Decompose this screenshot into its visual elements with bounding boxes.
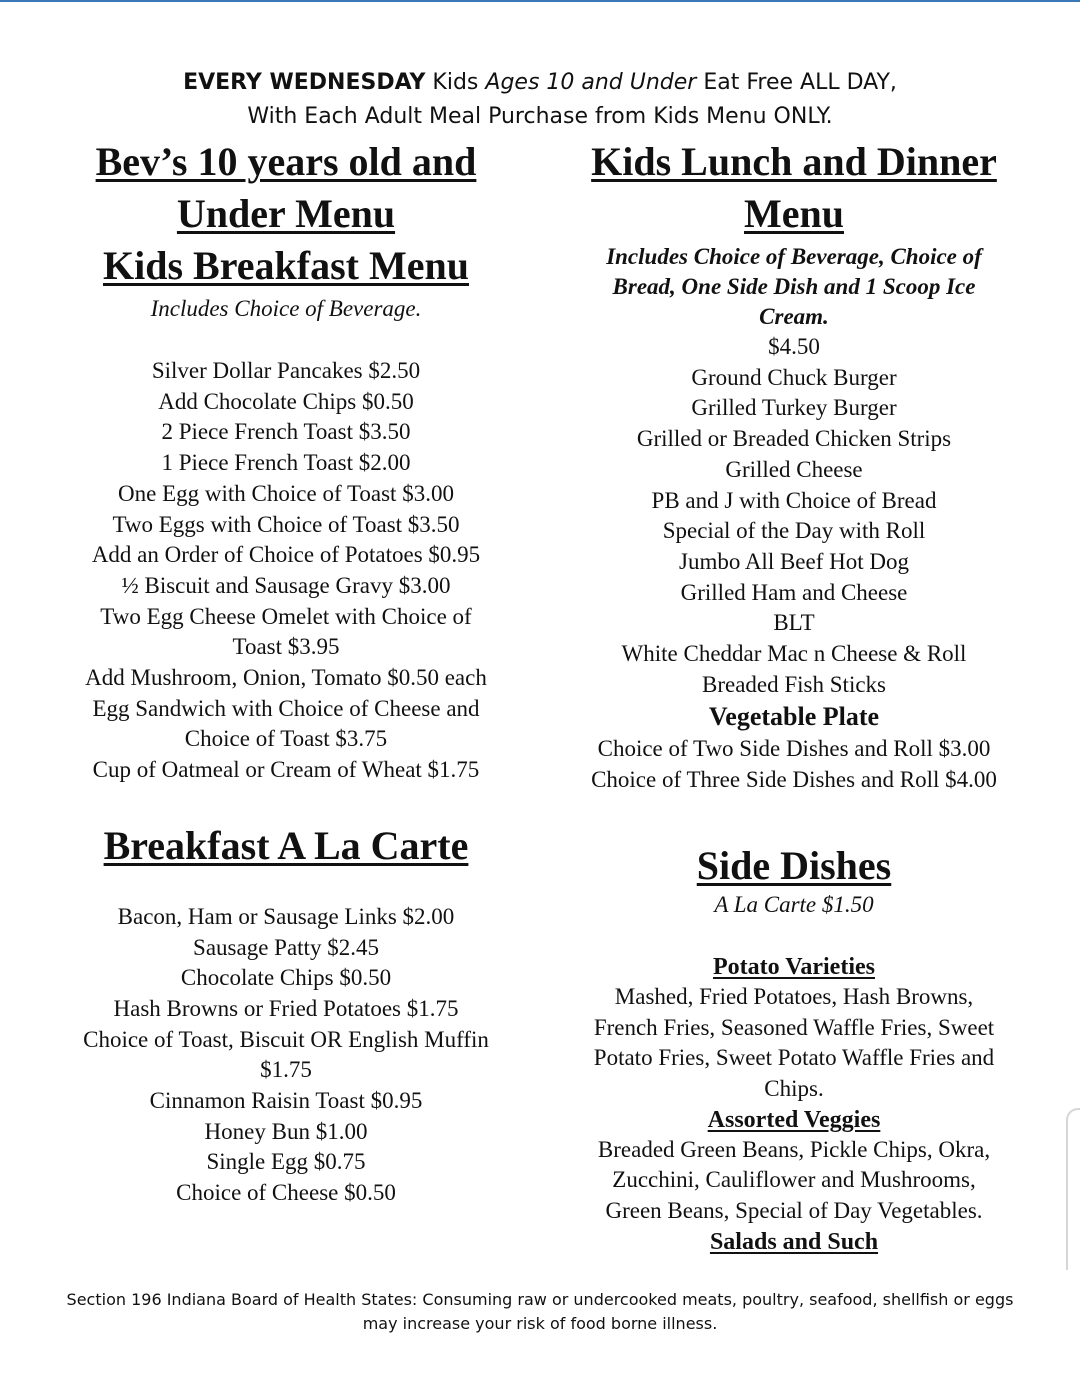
top-rule — [0, 0, 1080, 2]
list-item: Ground Chuck Burger — [691, 364, 897, 390]
alacarte-title: Breakfast A La Carte — [103, 822, 469, 868]
banner-text-b: Eat Free ALL DAY, — [696, 70, 897, 95]
list-item: Choice of Three Side Dishes and Roll $4.00 — [591, 767, 997, 793]
list-item: French Fries, Seasoned Waffle Fries, Sweet — [593, 1014, 995, 1040]
assorted-veggies-title: Assorted Veggies — [707, 1106, 881, 1133]
list-item: Jumbo All Beef Hot Dog — [679, 548, 909, 574]
lunch-list — [562, 363, 1026, 701]
left-column — [40, 136, 532, 1209]
list-item: Honey Bun $1.00 — [204, 1118, 368, 1144]
list-item: Grilled Cheese — [725, 456, 863, 482]
list-item: Grilled Turkey Burger — [691, 395, 897, 421]
lunch-dinner-title-line-1: Kids Lunch and Dinner — [591, 139, 997, 184]
lunch-dinner-title-line-2: Menu — [744, 191, 844, 236]
breakfast-note: Includes Choice of Beverage. — [150, 296, 422, 321]
list-item: Sausage Patty $2.45 — [193, 934, 379, 960]
list-item: Choice of Two Side Dishes and Roll $3.00 — [597, 736, 991, 762]
list-item: Cinnamon Raisin Toast $0.95 — [149, 1088, 423, 1114]
list-item: Choice of Toast, Biscuit OR English Muffin — [83, 1026, 489, 1052]
includes-line: Includes Choice of Beverage, Choice of — [606, 244, 982, 269]
potato-varieties-title: Potato Varieties — [713, 953, 875, 980]
breakfast-list — [40, 356, 532, 786]
list-item: Egg Sandwich with Choice of Cheese and — [92, 695, 480, 721]
list-item: Bacon, Ham or Sausage Links $2.00 — [117, 903, 455, 929]
list-item: Grilled Ham and Cheese — [680, 579, 908, 605]
kids-breakfast-title: Kids Breakfast Menu — [103, 243, 469, 288]
list-item: Single Egg $0.75 — [206, 1149, 366, 1175]
banner-line-1 — [0, 66, 1080, 100]
list-item: Mashed, Fried Potatoes, Hash Browns, — [614, 983, 974, 1009]
vegetable-plate-title: Vegetable Plate — [708, 702, 880, 732]
list-item: Zucchini, Cauliflower and Mushrooms, — [612, 1167, 976, 1193]
list-item: Chips. — [764, 1075, 824, 1101]
scroll-edge-handle[interactable] — [1066, 1108, 1080, 1270]
banner-line-2: With Each Adult Meal Purchase from Kids Menu ONLY. — [247, 104, 833, 129]
list-item: PB and J with Choice of Bread — [651, 487, 937, 513]
list-item: Special of the Day with Roll — [662, 518, 926, 544]
list-item: White Cheddar Mac n Cheese & Roll — [621, 641, 967, 667]
includes-line: Bread, One Side Dish and 1 Scoop Ice — [612, 274, 976, 299]
side-dishes-title: Side Dishes — [696, 842, 892, 888]
list-item: Grilled or Breaded Chicken Strips — [636, 426, 952, 452]
list-item: Add an Order of Choice of Potatoes $0.95 — [91, 542, 481, 568]
left-title-line-1: Bev’s 10 years old and — [95, 139, 477, 184]
side-dishes-note: A La Carte $1.50 — [714, 891, 874, 917]
salads-title: Salads and Such — [709, 1228, 879, 1255]
list-item: Add Mushroom, Onion, Tomato $0.50 each — [85, 665, 487, 691]
list-item: Chocolate Chips $0.50 — [180, 965, 392, 991]
list-item: $1.75 — [260, 1057, 312, 1083]
list-item: Breaded Fish Sticks — [702, 671, 886, 697]
list-item: Hash Browns or Fried Potatoes $1.75 — [113, 995, 459, 1021]
list-item: Potato Fries, Sweet Potato Waffle Fries and — [593, 1045, 995, 1071]
health-disclaimer — [0, 1288, 1080, 1336]
list-item: Cup of Oatmeal or Cream of Wheat $1.75 — [92, 757, 480, 783]
list-item: Choice of Toast $3.75 — [184, 726, 388, 752]
list-item: One Egg with Choice of Toast $3.00 — [118, 480, 454, 506]
list-item: Two Egg Cheese Omelet with Choice of — [100, 603, 472, 629]
list-item: Breaded Green Beans, Pickle Chips, Okra, — [597, 1136, 991, 1162]
list-item: Two Eggs with Choice of Toast $3.50 — [112, 511, 460, 537]
lunch-price: $4.50 — [768, 334, 820, 359]
includes-line: Cream. — [759, 304, 829, 329]
banner-italic: Ages 10 and Under — [485, 70, 697, 95]
list-item: Choice of Cheese $0.50 — [176, 1180, 396, 1206]
list-item: ½ Biscuit and Sausage Gravy $3.00 — [121, 572, 451, 598]
list-item: Silver Dollar Pancakes $2.50 — [151, 358, 421, 383]
right-column — [562, 136, 1026, 1257]
list-item: Green Beans, Special of Day Vegetables. — [605, 1198, 983, 1224]
list-item: BLT — [773, 610, 815, 636]
wednesday-banner — [0, 66, 1080, 134]
list-item: Add Chocolate Chips $0.50 — [158, 388, 414, 414]
disclaimer-line-1: Section 196 Indiana Board of Health States: Consuming raw or undercooked meats, poultry, seafood, shellfish or eggs — [66, 1290, 1014, 1309]
lunch-includes-note — [562, 242, 1026, 332]
disclaimer-line-2: may increase your risk of food borne illness. — [362, 1314, 718, 1333]
banner-bold: EVERY WEDNESDAY — [183, 70, 426, 95]
list-item: 2 Piece French Toast $3.50 — [161, 419, 411, 445]
banner-text-a: Kids — [425, 70, 486, 95]
list-item: 1 Piece French Toast $2.00 — [161, 450, 411, 476]
left-title-line-2: Under Menu — [176, 191, 396, 236]
list-item: Toast $3.95 — [232, 634, 340, 660]
alacarte-list — [40, 902, 532, 1209]
